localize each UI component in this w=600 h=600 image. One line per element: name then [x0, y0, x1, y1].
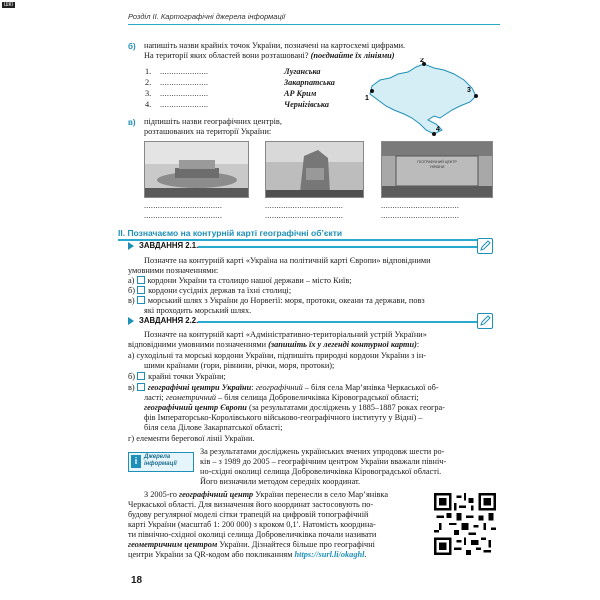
row-num: 2. — [145, 78, 152, 87]
info-line-1: За результатами досліджень українських вчених упродовж шести ро- — [200, 447, 445, 456]
pencil-icon — [477, 313, 493, 329]
info-sources-box — [128, 452, 194, 472]
more-info-link[interactable]: https://surl.li/okaghl — [294, 550, 365, 559]
pencil-icon — [477, 238, 493, 254]
map-label: 4 — [436, 126, 440, 133]
part-b-line2: На території яких областей вони розташовані? (поєднайте їх лініями) — [144, 51, 395, 60]
photo-monument-1 — [144, 141, 249, 198]
map-label: 3 — [467, 87, 471, 94]
checkbox — [137, 286, 145, 294]
task-2-2-item-v-cont3: фів Імператорсько-Королівського військово-географічного інституту у Відні) – — [144, 413, 423, 422]
answer-dots: ..................... — [160, 67, 209, 76]
task-2-2-item-v: в) географічні центри України: географічний – біля села Мар’янівка Черкаської об- — [128, 383, 439, 392]
task-2-2-item-v-cont2: географічний центр Європи (за результатами досліджень у 1885–1887 роках геогра- — [144, 403, 445, 412]
page-number: 18 — [131, 575, 143, 586]
task-2-2-item-a: а) суходільні та морські кордони України, підпишіть природні кордони України з ін- — [128, 351, 427, 360]
checkbox — [137, 383, 145, 391]
corner-tag: ШКІ — [4, 2, 13, 8]
checkbox — [137, 276, 145, 284]
task-2-2-item-a-cont: шими країнами (гори, рівнини, річки, моря, протоки); — [144, 361, 335, 370]
photo-monument-1-image — [145, 142, 248, 197]
info-line-3: но-східні околиці селища Добровеличківка Кіровоградської області. — [200, 467, 442, 476]
part-b-letter: б) — [128, 42, 136, 51]
final-line-7: центри України за QR-кодом або покликанням https://surl.li/okaghl. — [128, 550, 367, 559]
pencil-icon-svg — [478, 314, 492, 328]
answer-dots: ..................... — [160, 100, 209, 109]
task-2-1-item-a: а) кордони України та столицю нашої держави – місто Київ; — [128, 276, 352, 285]
map-label: 1 — [365, 95, 369, 102]
task-marker — [128, 317, 134, 325]
row-num: 4. — [145, 100, 152, 109]
task-rule — [198, 246, 477, 248]
info-line-4: Його визначили методом середніх координат. — [200, 477, 361, 486]
final-line-5: ти північно-східної околиці селища Добровеличківка почали називати — [128, 530, 377, 539]
task-2-2-item-b: б) крайні точки України; — [128, 372, 226, 381]
task-2-2-item-v-cont4: біля села Ділове Закарпатської області; — [144, 423, 283, 432]
part-b-line1: напишіть назви крайніх точок України, позначені на картосхемі цифрами. — [144, 41, 406, 50]
map-label: 2 — [420, 58, 424, 64]
row-num: 1. — [145, 67, 152, 76]
caption-dots: .................................. — [265, 201, 344, 210]
caption-dots: .................................. — [144, 211, 223, 220]
caption-dots: .................................. — [381, 201, 460, 210]
task-2-2-intro2: відповідними умовними позначеннями (запишіть їх у легенді контурної карти): — [128, 340, 420, 349]
photo-monument-3-image — [382, 142, 492, 197]
region-name: Закарпатська — [284, 78, 335, 87]
answer-dots: ..................... — [160, 78, 209, 87]
final-line-3: будову регулярної моделі сітки трапецій на цифровій топографічній — [128, 510, 369, 519]
photo-monument-2-image — [266, 142, 363, 197]
region-name: Чернігівська — [284, 100, 329, 109]
task-2-1-item-v: в) морський шлях з України до Норвегії: моря, протоки, океани та держави, повз — [128, 296, 425, 305]
row-num: 3. — [145, 89, 152, 98]
region-name: Луганська — [284, 67, 321, 76]
task-2-1-intro1: Позначте на контурній карті «Україна на політичній карті Європи» відповідними — [144, 256, 431, 265]
info-icon: і — [131, 455, 141, 468]
task-2-2-item-v-cont1: ласті; геометричний – біля селища Добровеличківка Кіровоградської області; — [144, 393, 419, 402]
task-2-1-item-b: б) кордони сусідніх держав та їхні столиці; — [128, 286, 292, 295]
qr-code[interactable] — [434, 493, 496, 555]
task-label: ЗАВДАННЯ 2.1. — [139, 241, 199, 250]
task-label: ЗАВДАННЯ 2.2. — [139, 316, 199, 325]
info-sources-label: Джерела інформації — [144, 454, 177, 467]
page-header: Розділ ІІ. Картографічні джерела інформації — [128, 12, 500, 25]
task-rule — [198, 321, 477, 323]
final-line-1: З 2005-го географічний центр України перенесли в село Мар’янівка — [144, 490, 389, 499]
point-marker — [474, 94, 478, 98]
part-v-letter: в) — [128, 118, 136, 127]
task-2-2-item-g: г) елементи берегової лінії України. — [128, 434, 255, 443]
caption-dots: .................................. — [265, 211, 344, 220]
task-2-2-intro1: Позначте на контурній карті «Адміністративно-територіальний устрій України» — [144, 330, 427, 339]
final-line-4: карті України (масштаб 1: 200 000) з кроком 0,1′. Натомість координа- — [128, 520, 376, 529]
answer-dots: ..................... — [160, 89, 209, 98]
part-v-line2: розташованих на території України: — [144, 127, 272, 136]
section-title: ІІ. Позначаємо на контурній карті географічні об’єкти — [118, 228, 343, 238]
final-line-2: Черкаської області. Для визначення його координат застосовують по- — [128, 500, 374, 509]
photo-sign-text: ГЕОГРАФІЧНИЙ ЦЕНТР УКРАЇНИ — [417, 160, 457, 169]
info-line-2: ків – з 1989 до 2005 – географічним центром України вважали північ- — [200, 457, 447, 466]
task-2-1-header — [128, 241, 493, 252]
part-v-line1: підпишіть назви географічних центрів, — [144, 117, 282, 126]
task-2-1-intro2: умовними позначеннями: — [128, 266, 219, 275]
task-marker — [128, 242, 134, 250]
task-2-1-item-v-cont: які проходить морський шлях. — [144, 306, 252, 315]
checkbox — [137, 296, 145, 304]
caption-dots: .................................. — [144, 201, 223, 210]
region-name: АР Крим — [284, 89, 317, 98]
checkbox — [137, 372, 145, 380]
task-2-2-header — [128, 316, 493, 327]
pencil-icon-svg — [478, 239, 492, 253]
final-line-6: геометричним центром України. Дізнайтеся більше про географічні — [128, 540, 375, 549]
photo-monument-2 — [265, 141, 364, 198]
point-marker — [370, 89, 374, 93]
ukraine-map — [364, 58, 482, 140]
caption-dots: .................................. — [381, 211, 460, 220]
photo-monument-3 — [381, 141, 493, 198]
